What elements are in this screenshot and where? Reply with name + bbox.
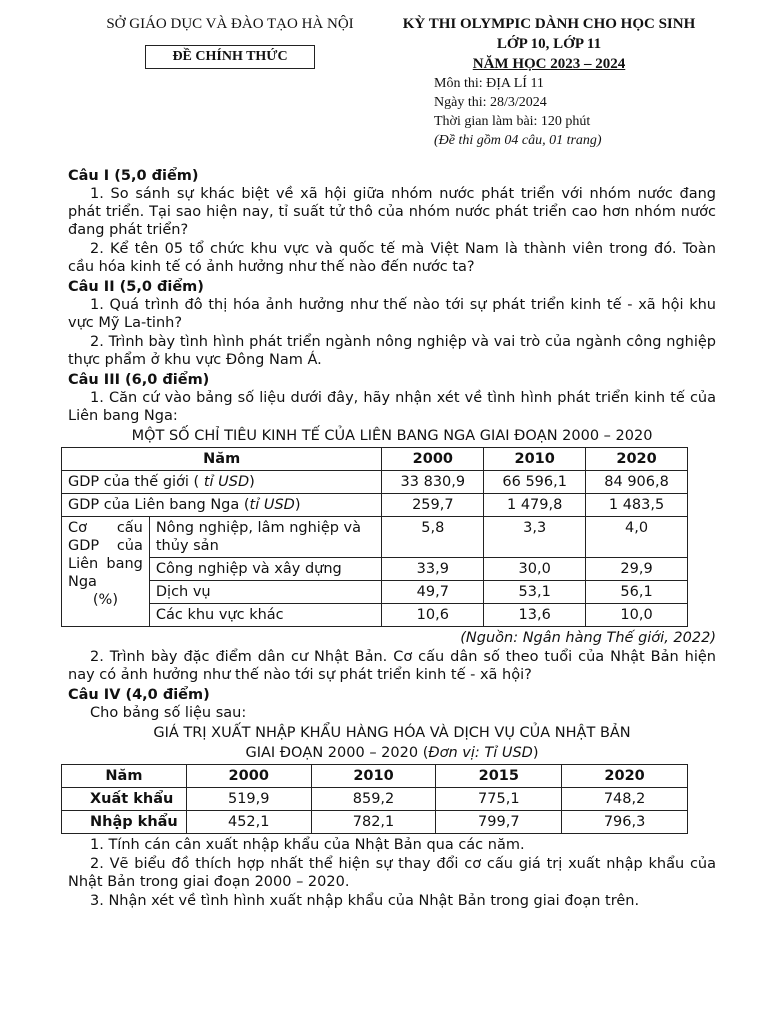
table-cell: 775,1 <box>436 788 562 811</box>
table-row <box>62 517 688 558</box>
question-4-part-3: 3. Nhận xét về tình hình xuất nhập khẩu của Nhật Bản trong giai đoạn trên. <box>90 893 640 909</box>
table-cell: 66 596,1 <box>484 471 586 494</box>
group-unit: (%) <box>92 592 118 608</box>
russia-table-title: MỘT SỐ CHỈ TIÊU KINH TẾ CỦA LIÊN BANG NGA GIAI ĐOẠN 2000 – 2020 <box>131 428 653 444</box>
table-cell: 859,2 <box>311 788 436 811</box>
question-3-part-1: 1. Căn cứ vào bảng số liệu dưới đây, hãy nhận xét về tình hình phát triển kinh tế của Liên bang Nga: <box>68 390 716 424</box>
table-cell: 519,9 <box>186 788 311 811</box>
row-label-gdp-world: GDP của thế giới ( tỉ USD) <box>62 471 382 494</box>
table-cell: 53,1 <box>484 581 586 604</box>
exam-date: Ngày thi: 28/3/2024 <box>434 95 547 110</box>
table-header: 2000 <box>186 765 311 788</box>
table-header: 2010 <box>484 448 586 471</box>
question-2-part-1: 1. Quá trình đô thị hóa ảnh hưởng như thế nào tới sự phát triển kinh tế - xã hội khu vực Mỹ La-tinh? <box>68 297 716 331</box>
table-header: 2020 <box>562 765 688 788</box>
question-4-part-1: 1. Tính cán cân xuất nhập khẩu của Nhật Bản qua các năm. <box>90 837 525 853</box>
table-cell: 10,0 <box>586 604 688 627</box>
table-row <box>62 581 688 604</box>
table-cell: 4,0 <box>586 517 688 558</box>
department-name: SỞ GIÁO DỤC VÀ ĐÀO TẠO HÀ NỘI <box>106 16 354 32</box>
table-cell: 13,6 <box>484 604 586 627</box>
exam-duration: Thời gian làm bài: 120 phút <box>434 114 591 129</box>
table-cell: 33,9 <box>382 558 484 581</box>
group-label: Cơ cấu GDP của Liên bang Nga <box>68 520 143 590</box>
exam-note: (Đề thi gồm 04 câu, 01 trang) <box>434 133 602 148</box>
table-row <box>62 811 688 834</box>
table-row <box>62 448 688 471</box>
table-cell: 3,3 <box>484 517 586 558</box>
table-cell: 84 906,8 <box>586 471 688 494</box>
table-header: 2015 <box>436 765 562 788</box>
table-cell: 29,9 <box>586 558 688 581</box>
exam-title: KỲ THI OLYMPIC DÀNH CHO HỌC SINH <box>402 16 696 32</box>
table-cell: 796,3 <box>562 811 688 834</box>
table-row <box>62 788 688 811</box>
table-header-year: Năm <box>62 765 187 788</box>
row-label-export: Xuất khẩu <box>62 788 187 811</box>
table-cell: 452,1 <box>186 811 311 834</box>
table-header: 2010 <box>311 765 436 788</box>
exam-year: NĂM HỌC 2023 – 2024 <box>472 56 626 72</box>
row-group-gdp-structure <box>62 517 150 627</box>
row-label: Nông nghiệp, lâm nghiệp và thủy sản <box>149 517 382 558</box>
table-row <box>62 604 688 627</box>
exam-grades: LỚP 10, LỚP 11 <box>496 36 602 52</box>
question-1-part-1: 1. So sánh sự khác biệt về xã hội giữa nhóm nước phát triển với nhóm nước đang phát triển. Tại sao hiện nay, tỉ suất tử thô của nhóm nước phát triển cao hơn nhóm nước đang phát triển? <box>68 186 716 238</box>
row-label: Các khu vực khác <box>149 604 382 627</box>
exam-subject: Môn thi: ĐỊA LÍ 11 <box>434 76 544 91</box>
row-label-import: Nhập khẩu <box>62 811 187 834</box>
table-row <box>62 471 688 494</box>
table-header: 2020 <box>586 448 688 471</box>
header-left <box>80 14 380 69</box>
table-row <box>62 765 688 788</box>
table-cell: 1 483,5 <box>586 494 688 517</box>
question-1-title: Câu I (5,0 điểm) <box>68 168 199 184</box>
table-cell: 49,7 <box>382 581 484 604</box>
japan-table-subtitle: GIAI ĐOẠN 2000 – 2020 (Đơn vị: Tỉ USD) <box>245 745 539 761</box>
table-cell: 799,7 <box>436 811 562 834</box>
exam-content <box>68 165 716 911</box>
question-3-title: Câu III (6,0 điểm) <box>68 372 210 388</box>
table-cell: 1 479,8 <box>484 494 586 517</box>
table-cell: 10,6 <box>382 604 484 627</box>
table-header: 2000 <box>382 448 484 471</box>
japan-table-title: GIÁ TRỊ XUẤT NHẬP KHẨU HÀNG HÓA VÀ DỊCH VỤ CỦA NHẬT BẢN <box>153 725 631 741</box>
table-cell: 5,8 <box>382 517 484 558</box>
question-4-intro: Cho bảng số liệu sau: <box>90 705 247 721</box>
question-2-title: Câu II (5,0 điểm) <box>68 279 204 295</box>
table-cell: 259,7 <box>382 494 484 517</box>
table-source: (Nguồn: Ngân hàng Thế giới, 2022) <box>460 630 716 646</box>
header-right <box>384 14 714 74</box>
table-header-year: Năm <box>62 448 382 471</box>
exam-meta <box>434 74 602 150</box>
question-4-title: Câu IV (4,0 điểm) <box>68 687 210 703</box>
table-cell: 782,1 <box>311 811 436 834</box>
table-row <box>62 494 688 517</box>
official-exam-badge: ĐỀ CHÍNH THỨC <box>145 45 314 69</box>
question-3-part-2: 2. Trình bày đặc điểm dân cư Nhật Bản. Cơ cấu dân số theo tuổi của Nhật Bản hiện nay có ảnh hưởng như thế nào tới sự phát triển kinh tế - xã hội? <box>68 649 716 683</box>
question-4-part-2: 2. Vẽ biểu đồ thích hợp nhất thể hiện sự thay đổi cơ cấu giá trị xuất nhập khẩu của Nhật Bản trong giai đoạn 2000 – 2020. <box>68 856 716 890</box>
table-row <box>62 558 688 581</box>
japan-trade-table <box>61 764 688 834</box>
row-label-gdp-russia: GDP của Liên bang Nga (tỉ USD) <box>62 494 382 517</box>
question-1-part-2: 2. Kể tên 05 tổ chức khu vực và quốc tế mà Việt Nam là thành viên trong đó. Toàn cầu hóa kinh tế có ảnh hưởng như thế nào đến nước ta? <box>68 241 716 275</box>
row-label: Dịch vụ <box>149 581 382 604</box>
russia-economy-table <box>61 447 688 627</box>
table-cell: 56,1 <box>586 581 688 604</box>
table-cell: 33 830,9 <box>382 471 484 494</box>
table-cell: 748,2 <box>562 788 688 811</box>
table-cell: 30,0 <box>484 558 586 581</box>
question-2-part-2: 2. Trình bày tình hình phát triển ngành nông nghiệp và vai trò của ngành công nghiệp thực phẩm ở khu vực Đông Nam Á. <box>68 334 716 368</box>
row-label: Công nghiệp và xây dựng <box>149 558 382 581</box>
